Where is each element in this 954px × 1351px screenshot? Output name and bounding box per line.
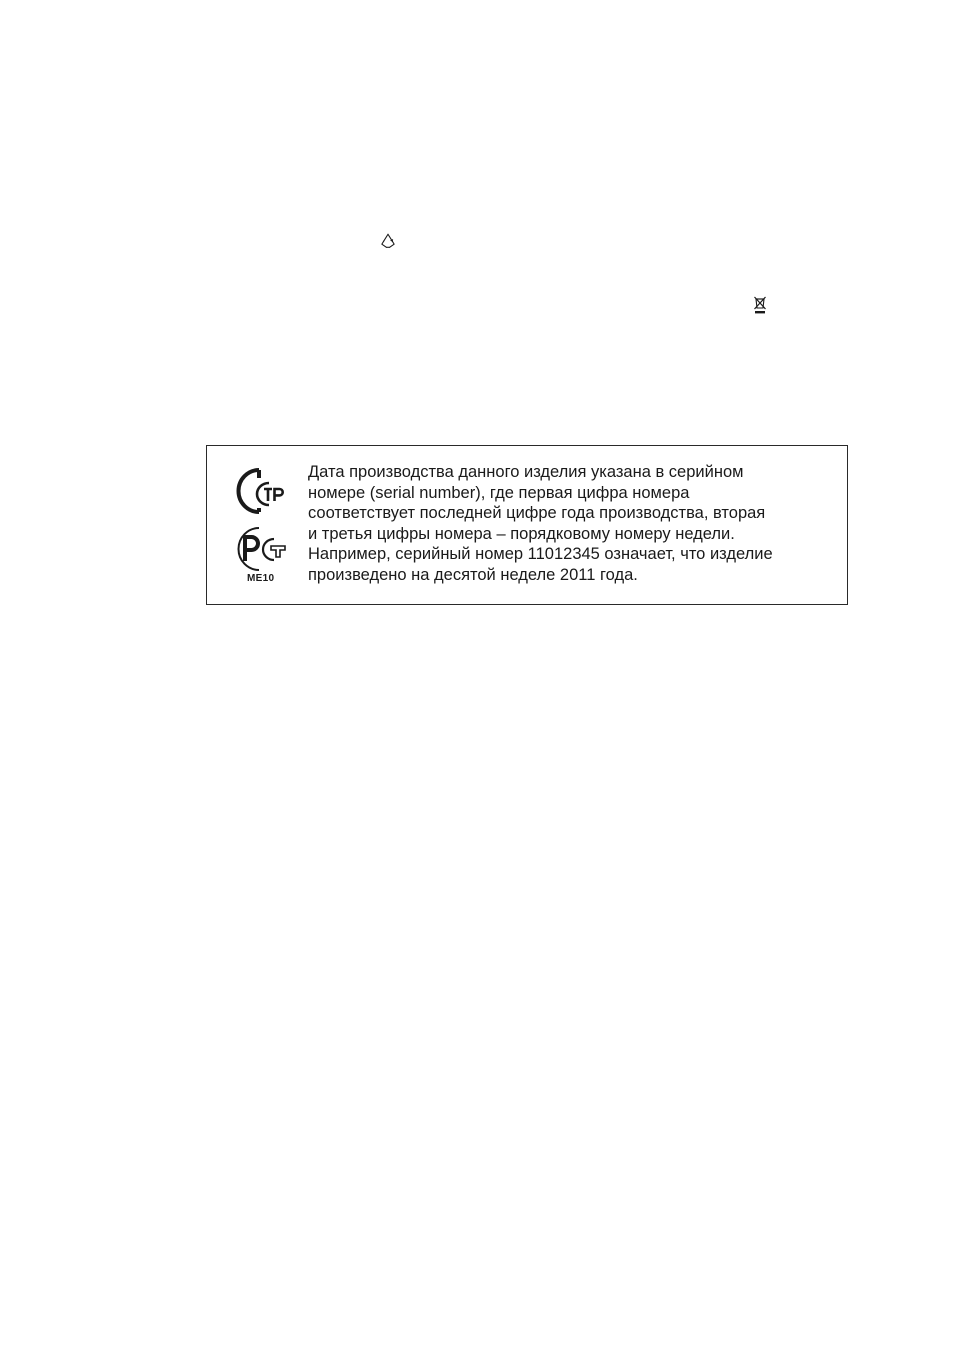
text-line: номере (serial number), где первая цифра номера bbox=[308, 483, 690, 502]
certification-code: ME10 bbox=[247, 573, 275, 584]
text-line: Дата производства данного изделия указана в серийном bbox=[308, 463, 744, 481]
text-line: и третья цифры номера – порядковому номеру недели. bbox=[308, 524, 735, 543]
crossed-out-wheelie-bin-icon bbox=[753, 296, 767, 314]
gost-tr-mark-icon bbox=[231, 466, 289, 516]
text-line: Например, серийный номер 11012345 означает, что изделие bbox=[308, 545, 773, 564]
serial-number-explanation bbox=[308, 462, 843, 586]
certification-notice-box bbox=[206, 445, 848, 605]
certification-marks bbox=[227, 466, 293, 592]
text-line: произведено на десятой неделе 2011 года. bbox=[308, 565, 638, 584]
text-line: соответствует последней цифре года производства, вторая bbox=[308, 504, 766, 523]
recycle-icon bbox=[379, 232, 397, 250]
pct-mark-icon bbox=[231, 524, 289, 574]
